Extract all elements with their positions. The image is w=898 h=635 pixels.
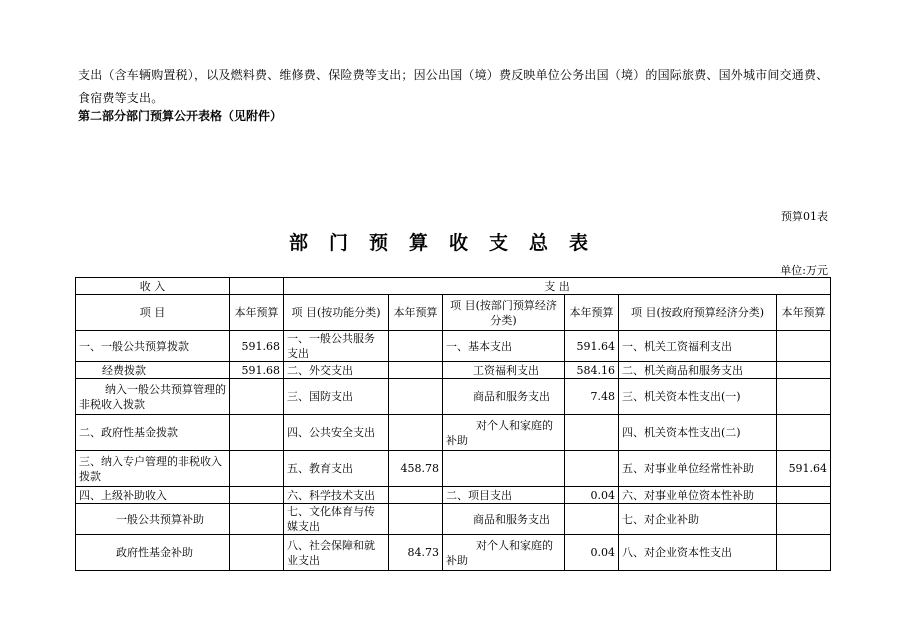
income-item: 一、一般公共预算拨款 (76, 331, 230, 362)
func-item: 六、科学技术支出 (284, 487, 389, 504)
dept-item: 商品和服务支出 (443, 504, 565, 535)
income-item: 一般公共预算补助 (76, 504, 230, 535)
col-header-budget-3: 本年预算 (565, 295, 619, 331)
func-value: 458.78 (389, 451, 443, 487)
intro-paragraph: 支出（含车辆购置税），以及燃料费、维修费、保险费等支出；因公出国（境）费反映单位公务出国（境）的国际旅费、国外城市间交通费、食宿费等支出。 (78, 68, 829, 105)
func-value (389, 487, 443, 504)
func-value (389, 331, 443, 362)
func-item: 四、公共安全支出 (284, 415, 389, 451)
col-header-gov: 项 目(按政府预算经济分类) (619, 295, 777, 331)
dept-item: 商品和服务支出 (443, 379, 565, 415)
gov-item: 七、对企业补助 (619, 504, 777, 535)
dept-value: 0.04 (565, 487, 619, 504)
income-item: 三、纳入专户管理的非税收入拨款 (76, 451, 230, 487)
dept-item: 一、基本支出 (443, 331, 565, 362)
income-value (230, 451, 284, 487)
func-item: 一、一般公共服务支出 (284, 331, 389, 362)
income-item: 政府性基金补助 (76, 535, 230, 571)
gov-item: 五、对事业单位经常性补助 (619, 451, 777, 487)
table-row (76, 362, 831, 379)
table-row (76, 331, 831, 362)
expense-header: 支 出 (284, 278, 831, 295)
income-value (230, 535, 284, 571)
func-item: 七、文化体育与传媒支出 (284, 504, 389, 535)
table-title: 部门预算收支总表 (288, 232, 609, 254)
func-value (389, 415, 443, 451)
dept-item (443, 451, 565, 487)
func-value: 84.73 (389, 535, 443, 571)
gov-value (777, 379, 831, 415)
income-value (230, 504, 284, 535)
gov-value: 591.64 (777, 451, 831, 487)
col-header-budget: 本年预算 (230, 295, 284, 331)
func-item: 五、教育支出 (284, 451, 389, 487)
gov-item: 六、对事业单位资本性补助 (619, 487, 777, 504)
func-item: 三、国防支出 (284, 379, 389, 415)
gov-item: 一、机关工资福利支出 (619, 331, 777, 362)
func-value (389, 362, 443, 379)
dept-value: 584.16 (565, 362, 619, 379)
income-value (230, 415, 284, 451)
dept-value (565, 504, 619, 535)
func-item: 八、社会保障和就业支出 (284, 535, 389, 571)
gov-item: 二、机关商品和服务支出 (619, 362, 777, 379)
dept-item: 对个人和家庭的补助 (443, 535, 565, 571)
income-value (230, 487, 284, 504)
col-header-func: 项 目(按功能分类) (284, 295, 389, 331)
func-value (389, 379, 443, 415)
col-header-dept: 项 目(按部门预算经济分类) (443, 295, 565, 331)
col-header-item: 项 目 (76, 295, 230, 331)
table-row (76, 535, 831, 571)
gov-item: 八、对企业资本性支出 (619, 535, 777, 571)
income-value: 591.68 (230, 331, 284, 362)
income-value (230, 379, 284, 415)
func-value (389, 504, 443, 535)
income-header: 收 入 (76, 278, 230, 295)
dept-item: 对个人和家庭的补助 (443, 415, 565, 451)
gov-value (777, 504, 831, 535)
dept-value (565, 451, 619, 487)
table-code: 预算01表 (781, 210, 828, 223)
dept-item: 二、项目支出 (443, 487, 565, 504)
table-row (76, 487, 831, 504)
budget-summary-table (75, 277, 831, 571)
income-item: 二、政府性基金拨款 (76, 415, 230, 451)
dept-value (565, 415, 619, 451)
gov-item: 四、机关资本性支出(二) (619, 415, 777, 451)
dept-value: 0.04 (565, 535, 619, 571)
gov-value (777, 535, 831, 571)
gov-item: 三、机关资本性支出(一) (619, 379, 777, 415)
table-row (76, 504, 831, 535)
table-row (76, 379, 831, 415)
gov-value (777, 487, 831, 504)
gov-value (777, 415, 831, 451)
dept-value: 7.48 (565, 379, 619, 415)
income-item: 四、上级补助收入 (76, 487, 230, 504)
col-header-budget-4: 本年预算 (777, 295, 831, 331)
col-header-budget-2: 本年预算 (389, 295, 443, 331)
section-heading: 第二部分部门预算公开表格（见附件） (78, 109, 283, 123)
gov-value (777, 362, 831, 379)
income-item: 经费拨款 (76, 362, 230, 379)
dept-item: 工资福利支出 (443, 362, 565, 379)
table-row (76, 451, 831, 487)
empty-cell (230, 278, 284, 295)
dept-value: 591.64 (565, 331, 619, 362)
table-row (76, 415, 831, 451)
unit-label: 单位:万元 (780, 264, 828, 277)
header-row-2 (76, 295, 831, 331)
income-item: 纳入一般公共预算管理的非税收入拨款 (76, 379, 230, 415)
gov-value (777, 331, 831, 362)
func-item: 二、外交支出 (284, 362, 389, 379)
income-value: 591.68 (230, 362, 284, 379)
header-row-1 (76, 278, 831, 295)
